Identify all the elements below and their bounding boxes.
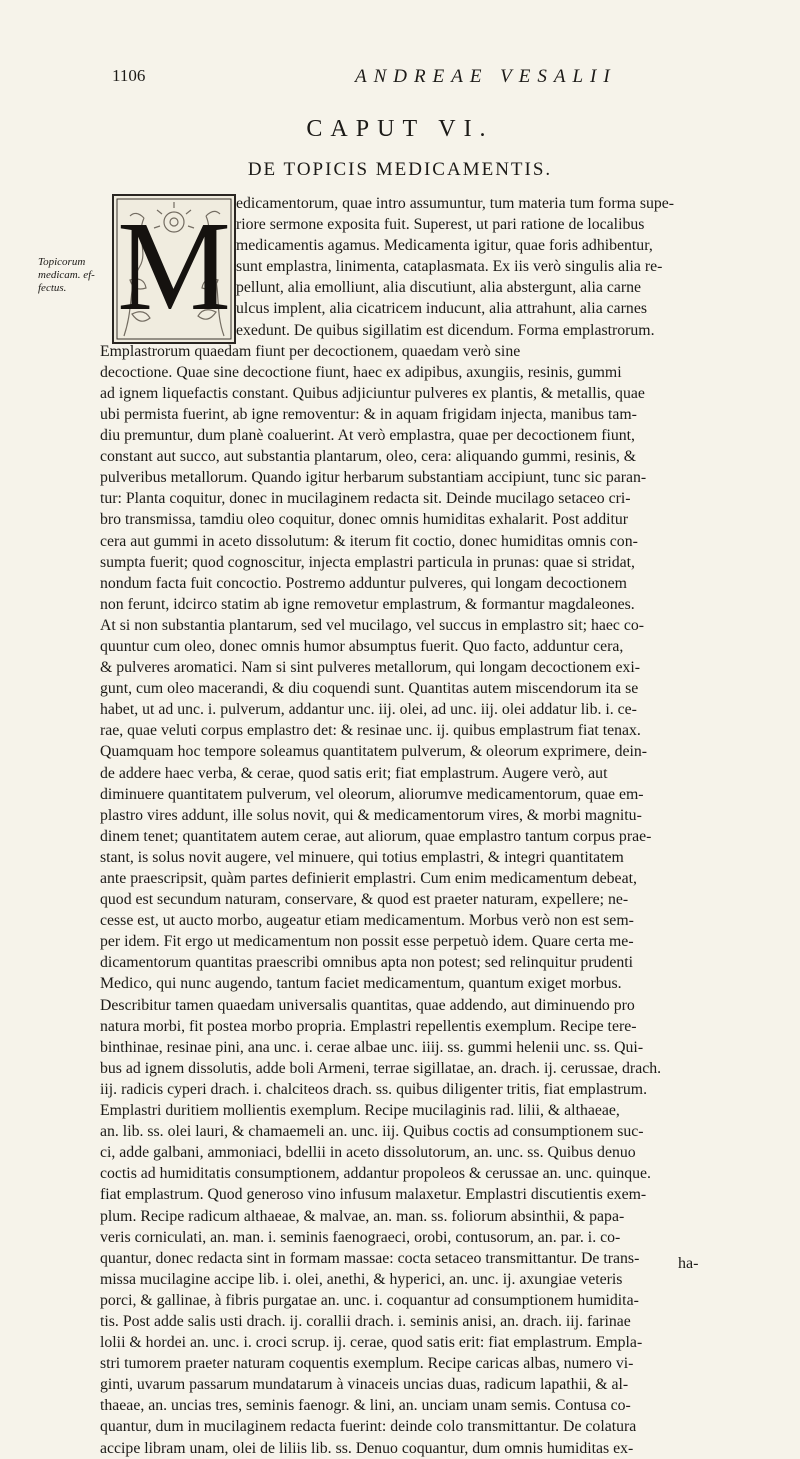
text-line: iij. radicis cyperi drach. i. chalciteos drach. ss. quibus diligenter tritis, fiat emplastrum.: [100, 1080, 648, 1098]
text-line: At si non substantia plantarum, sed vel mucilago, vel succus in emplastro sit; haec co-: [100, 616, 644, 634]
text-line: non ferunt, idcirco statim ab igne removetur emplastrum, & formantur magdaleones.: [100, 595, 635, 613]
text-line: accipe libram unam, olei de liliis lib. ss. Denuo coquantur, dum omnis humiditas ex-: [100, 1439, 634, 1457]
text-line: diu premuntur, dum planè coaluerint. At verò emplastra, quae per decoctionem fiunt,: [100, 427, 635, 445]
running-title: ANDREAE VESALII: [355, 66, 617, 87]
text-line: cesse est, ut aucto morbo, augeatur etiam medicamentum. Morbus verò non est sem-: [100, 912, 634, 930]
text-line: coctis ad humiditatis consumptionem, addantur propoleos & cerussae an. unc. quinque.: [100, 1165, 652, 1183]
text-line: ante praescripsit, quàm partes definierit emplastri. Cum enim medicamentum debeat,: [100, 870, 637, 887]
text-line: thaeae, an. uncias tres, seminis faenogr. & lini, an. unciam unam semis. Contusa co-: [100, 1397, 631, 1415]
text-line: an. lib. ss. olei lauri, & chamaemeli an. unc. iij. Quibus coctis ad consumptionem suc-: [100, 1123, 644, 1141]
text-line: binthinae, resinae pini, ana unc. i. cerae albae unc. iiij. ss. gummi helenii unc. ss. Qui-: [100, 1038, 644, 1056]
text-line: habet, ut ad unc. i. pulverum, addantur unc. iij. olei, ad unc. iij. olei addatur lib. i. ce-: [100, 701, 637, 719]
page-number: 1106: [112, 66, 146, 85]
chapter-subtitle: DE TOPICIS MEDICAMENTIS.: [247, 159, 553, 180]
text-line: per idem. Fit ergo ut medicamentum non possit esse perpetuò idem. Quare certa me-: [100, 933, 634, 951]
text-line: quantur, donec redacta sint in formam massae: cocta setaceo transmittantur. De trans-: [100, 1249, 640, 1267]
catch-word: ha-: [678, 1255, 699, 1272]
text-line: ad ignem liquefactis constant. Quibus adjiciuntur pulveres ex plantis, & metallis, quae: [100, 384, 645, 402]
text-line: dicamentorum quantitas praescribi omnibus apta non potest; sed relinquitur prudenti: [100, 954, 634, 972]
chapter-title: CAPUT VI.: [306, 116, 494, 142]
text-line: ci, adde galbani, ammoniaci, bdellii in aceto dissolutorum, an. unc. ss. Quibus denuo: [100, 1144, 636, 1162]
text-line: diminuere quantitatem pulverum, vel oleorum, aliorumve medicamentorum, quae em-: [100, 785, 644, 803]
text-line: exedunt. De quibus sigillatim est dicendum. Forma emplastrorum.: [236, 321, 655, 339]
marginal-note-line: fectus.: [38, 282, 67, 294]
text-line: stri tumorem praeter naturam coquentis exemplum. Recipe caricas albas, numero vi-: [100, 1355, 634, 1373]
text-line: fiat emplastrum. Quod generoso vino infusum malaxetur. Emplastri discutientis exem-: [100, 1186, 647, 1204]
text-line: decoctione. Quae sine decoctione fiunt, haec ex adipibus, axungiis, resinis, gummi: [100, 363, 622, 381]
running-head: [100, 66, 710, 90]
text-line: porci, & gallinae, à fibris purgatae an. unc. i. coquantur ad consumptionem humidita-: [100, 1291, 639, 1309]
text-line: ginti, uvarum passarum mundatarum à vinaceis uncias duas, radicum lapathii, & al-: [100, 1376, 629, 1394]
text-line: pellunt, alia emolliunt, alia discutiunt, alia abstergunt, alia carne: [236, 279, 642, 297]
text-line: Medico, qui nunc augendo, tantum faciet medicamentum, quantum exiget morbus.: [100, 975, 622, 993]
text-line: plastro vires addunt, ille solus novit, qui & medicamentorum vires, & morbi magnitu-: [100, 806, 642, 824]
text-line: Emplastrorum quaedam fiunt per decoctionem, quaedam verò sine: [100, 342, 521, 360]
marginal-note-line: medicam. ef-: [38, 269, 95, 281]
text-line: bus ad ignem dissolutis, adde boli Armeni, terrae sigillatae, an. drach. ij. cerussae, drach.: [100, 1059, 662, 1077]
body-text: [100, 193, 712, 1459]
text-line: dinem tenet; quantitatem autem cerae, aut aliorum, quae emplastro tantum corpus prae-: [100, 827, 652, 845]
text-line: Emplastri duritiem mollientis exemplum. Recipe mucilaginis rad. lilii, & althaeae,: [100, 1102, 620, 1120]
text-line: constant aut succo, aut substantia plantarum, oleo, cera: aliquando gummi, resinis, &: [100, 448, 637, 466]
text-line: sunt emplastra, linimenta, cataplasmata. Ex iis verò singulis alia re-: [236, 258, 663, 276]
text-line: plum. Recipe radicum althaeae, & malvae, an. man. ss. foliorum absinthii, & papa-: [100, 1207, 625, 1225]
text-line: cera aut gummi in aceto dissolutum: & iterum fit coctio, donec humiditas omnis con-: [100, 532, 638, 550]
text-line: gunt, cum oleo macerandi, & diu coquendi sunt. Quantitas autem miscendorum ita se: [100, 680, 639, 698]
text-line: ulcus implent, alia cicatricem inducunt, alia attrahunt, alia carnes: [236, 300, 647, 318]
text-line: quod est secundum naturam, conservare, & quod est praeter naturam, expellere; ne-: [100, 891, 629, 909]
text-line: nondum facta fuit concoctio. Postremo adduntur pulveres, qui longam decoctionem: [100, 574, 627, 592]
text-line: tis. Post adde salis usti drach. ij. corallii drach. i. seminis anisi, an. drach. iij. farinae: [100, 1312, 631, 1330]
text-line: missa mucilagine accipe lib. i. olei, anethi, & hyperici, an. unc. ij. axungiae veteris: [100, 1270, 623, 1288]
text-line: riore sermone exposita fuit. Superest, ut pari ratione de localibus: [236, 216, 645, 234]
text-line: ubi permista fuerint, ab igne removentur: & in aquam frigidam injecta, manibus tam-: [100, 405, 637, 423]
text-line: sumpta fuerit; quod cognoscitur, injecta emplastri particula in prunas: quae si stridat,: [100, 553, 636, 571]
text-line: de addere haec verba, & cerae, quod satis erit; fiat emplastrum. Augere verò, aut: [100, 764, 608, 782]
text-line: Quamquam hoc tempore soleamus quantitatem pulverum, & oleorum exprimere, dein-: [100, 743, 648, 761]
text-line: quuntur cum oleo, donec omnis humor absumptus fuerit. Quo facto, adduntur cera,: [100, 637, 624, 655]
text-line: edicamentorum, quae intro assumuntur, tum materia tum forma supe-: [236, 195, 675, 212]
initial-letter: M: [117, 195, 231, 337]
text-line: bro transmissa, tamdiu oleo coquitur, donec omnis humiditas exhalarit. Post additur: [100, 511, 629, 529]
text-line: & pulveres aromatici. Nam si sint pulveres metallorum, qui longam decoctionem exi-: [100, 659, 641, 677]
text-line: quantur, dum in mucilaginem redacta fuerint: deinde colo transmittantur. De colatura: [100, 1418, 637, 1436]
text-line: pulveribus metallorum. Quando igitur herbarum substantiam accipiunt, tunc sic paran-: [100, 469, 647, 487]
text-line: rae, quae veluti corpus emplastro det: & resinae unc. ij. quibus emplastrum fiat tenax.: [100, 722, 641, 740]
text-line: medicamentis agamus. Medicamenta igitur, quae foris adhibentur,: [236, 237, 653, 255]
text-line: tur: Planta coquitur, donec in mucilaginem redacta sit. Deinde mucilago setaceo cri-: [100, 490, 631, 508]
text-line: Describitur tamen quaedam universalis quantitas, quae addendo, aut diminuendo pro: [100, 996, 635, 1014]
text-line: lolii & hordei an. unc. i. croci scrup. ij. cerae, quod satis erit: fiat emplastrum. Empla-: [100, 1334, 643, 1352]
text-line: veris corniculati, an. man. i. seminis faenograeci, orobi, contusorum, an. par. i. co-: [100, 1228, 621, 1246]
marginal-note-line: Topicorum: [38, 256, 86, 268]
text-line: natura morbi, fit postea morbo propria. Emplastri repellentis exemplum. Recipe tere-: [100, 1017, 637, 1035]
text-line: stant, is solus novit augere, vel minuere, qui totius emplastri, & integri quantitatem: [100, 848, 624, 866]
